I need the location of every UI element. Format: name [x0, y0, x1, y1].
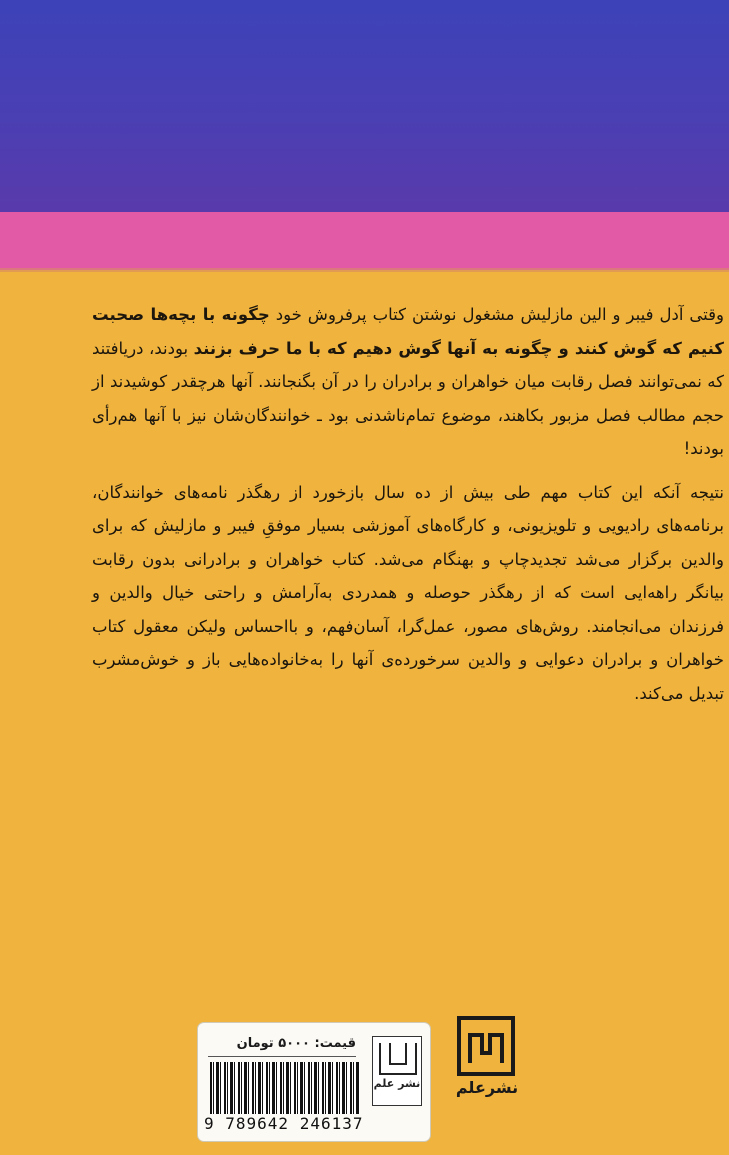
blurb-paragraph-1-intro: وقتی آدل فیبر و الین مازلیش مشغول نوشتن کتاب پرفروش خود [269, 305, 724, 324]
top-color-band [0, 0, 729, 215]
blurb-paragraph-1-rest: بودند، دریافتند که نمی‌توانند فصل رقابت میان خواهران و برادران را در آن بگنجانند. آنها هرچقدر کوشیدند از حجم مطالب فصل مزبور بکاهند، موضوع تمام‌ناشدنی بود ـ خوانندگان‌شان نیز با آنها هم‌رأی بودند! [92, 338, 724, 458]
publisher-name: نشرعلم [455, 1078, 519, 1097]
sticker-logo-text: نشر علم [373, 1077, 421, 1090]
sticker-publisher-logo [372, 1036, 422, 1106]
barcode-icon [210, 1062, 360, 1114]
pink-stripe [0, 212, 729, 270]
stripe-shadow [0, 268, 729, 272]
isbn-number: 9 789642 246137 [204, 1114, 364, 1133]
blurb-text [92, 298, 724, 710]
referenced-book-title: چگونه با بچه‌ها صحبت کنیم که گوش کنند و چگونه به آنها گوش دهیم که با ما حرف بزنند [92, 305, 724, 358]
publisher-logo-icon [456, 1015, 516, 1077]
publisher-mark-icon [379, 1043, 417, 1075]
blurb-paragraph-1 [92, 298, 724, 466]
price-label: قیمت: ۵۰۰۰ تومان [208, 1032, 356, 1057]
blurb-paragraph-2: نتیجه آنکه این کتاب مهم طی بیش از ده سال بازخورد از رهگذر نامه‌های خوانندگان، برنامه‌های رادیویی و تلویزیونی، و کارگاه‌های آموزشی بسیار موفقِ فیبر و مازلیش که برای والدین برگزار می‌شد تجدیدچاپ و بهنگام می‌شد. کتاب خواهران و برادرانی بدون رقابت بیانگر راهه‌ایی است که از رهگذر حوصله و همدردی به‌آرامش و راحتی خیال والدین و فرزندان می‌انجامند. روش‌های مصور، عمل‌گرا، آسان‌فهم، و بااحساس ولیکن معقول کتاب خواهران و برادران دعوایی و والدین سرخورده‌ی آنها را به‌خانواده‌هایی باز و خوش‌مشرب تبدیل می‌کند. [92, 482, 724, 703]
